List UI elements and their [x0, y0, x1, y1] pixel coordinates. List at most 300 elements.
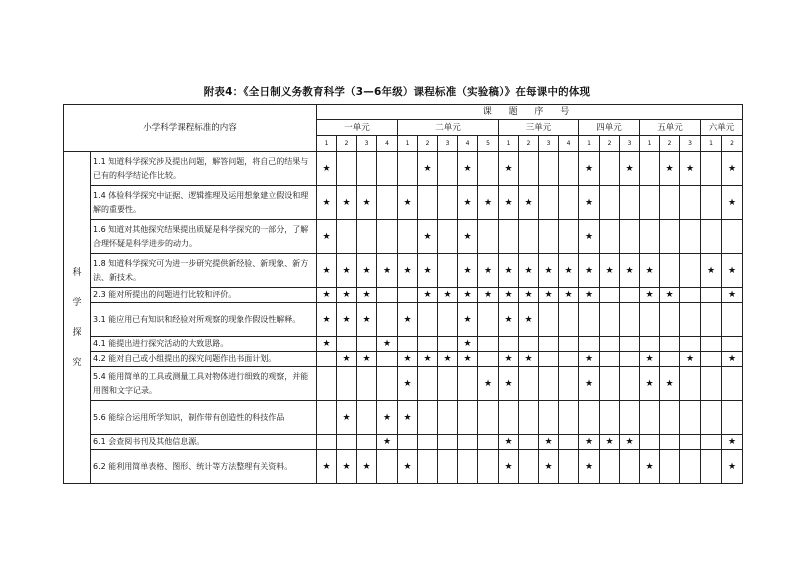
star-mark: ★ — [539, 435, 559, 450]
empty-cell — [438, 401, 458, 435]
empty-cell — [478, 401, 499, 435]
star-mark: ★ — [357, 288, 377, 303]
star-mark: ★ — [337, 254, 357, 288]
empty-cell — [418, 450, 438, 484]
lesson-number: 2 — [519, 136, 539, 152]
lesson-number: 4 — [377, 136, 398, 152]
star-mark: ★ — [317, 288, 337, 303]
empty-cell — [722, 367, 743, 401]
lesson-number: 1 — [499, 136, 519, 152]
lesson-number: 3 — [438, 136, 458, 152]
empty-cell — [357, 337, 377, 352]
empty-cell — [680, 450, 701, 484]
empty-cell — [620, 352, 640, 367]
star-mark: ★ — [357, 352, 377, 367]
star-mark: ★ — [579, 186, 600, 220]
star-mark: ★ — [357, 450, 377, 484]
empty-cell — [680, 220, 701, 254]
empty-cell — [620, 288, 640, 303]
empty-cell — [438, 337, 458, 352]
empty-cell — [640, 220, 660, 254]
star-mark: ★ — [337, 450, 357, 484]
star-mark: ★ — [519, 254, 539, 288]
empty-cell — [539, 220, 559, 254]
empty-cell — [660, 401, 680, 435]
empty-cell — [701, 288, 722, 303]
lesson-number: 2 — [418, 136, 438, 152]
empty-cell — [701, 303, 722, 337]
empty-cell — [620, 450, 640, 484]
star-mark: ★ — [357, 303, 377, 337]
empty-cell — [620, 220, 640, 254]
lesson-number: 2 — [660, 136, 680, 152]
curriculum-table — [63, 104, 743, 484]
star-mark: ★ — [478, 186, 499, 220]
empty-cell — [458, 367, 478, 401]
empty-cell — [620, 337, 640, 352]
star-mark: ★ — [680, 152, 701, 186]
standard-content: 6.2 能利用简单表格、图形、统计等方法整理有关资料。 — [91, 450, 317, 484]
empty-cell — [600, 337, 620, 352]
star-mark: ★ — [600, 254, 620, 288]
star-mark: ★ — [398, 450, 418, 484]
star-mark: ★ — [660, 367, 680, 401]
star-mark: ★ — [458, 337, 478, 352]
table-row — [64, 337, 743, 352]
empty-cell — [600, 288, 620, 303]
empty-cell — [357, 367, 377, 401]
star-mark: ★ — [398, 186, 418, 220]
star-mark: ★ — [499, 186, 519, 220]
unit-header: 三单元 — [499, 120, 579, 136]
empty-cell — [600, 367, 620, 401]
empty-cell — [337, 435, 357, 450]
star-mark: ★ — [418, 352, 438, 367]
empty-cell — [519, 337, 539, 352]
star-mark: ★ — [478, 367, 499, 401]
empty-cell — [398, 220, 418, 254]
content-header: 小学科学课程标准的内容 — [64, 105, 317, 152]
empty-cell — [317, 401, 337, 435]
empty-cell — [579, 303, 600, 337]
empty-cell — [600, 220, 620, 254]
star-mark: ★ — [539, 254, 559, 288]
star-mark: ★ — [579, 254, 600, 288]
empty-cell — [559, 352, 579, 367]
empty-cell — [559, 220, 579, 254]
table-row — [64, 303, 743, 337]
empty-cell — [478, 450, 499, 484]
empty-cell — [660, 352, 680, 367]
empty-cell — [377, 152, 398, 186]
lesson-number: 1 — [579, 136, 600, 152]
star-mark: ★ — [640, 367, 660, 401]
standard-content: 6.1 会查阅书刊及其他信息源。 — [91, 435, 317, 450]
lesson-number: 2 — [722, 136, 743, 152]
empty-cell — [377, 288, 398, 303]
lesson-number: 2 — [600, 136, 620, 152]
star-mark: ★ — [620, 152, 640, 186]
empty-cell — [701, 352, 722, 367]
star-mark: ★ — [579, 152, 600, 186]
empty-cell — [458, 401, 478, 435]
star-mark: ★ — [478, 254, 499, 288]
empty-cell — [701, 186, 722, 220]
empty-cell — [438, 367, 458, 401]
star-mark: ★ — [418, 152, 438, 186]
empty-cell — [680, 288, 701, 303]
table-row — [64, 401, 743, 435]
empty-cell — [519, 220, 539, 254]
star-mark: ★ — [640, 352, 660, 367]
empty-cell — [438, 254, 458, 288]
empty-cell — [499, 337, 519, 352]
star-mark: ★ — [499, 254, 519, 288]
empty-cell — [620, 186, 640, 220]
empty-cell — [701, 367, 722, 401]
star-mark: ★ — [499, 352, 519, 367]
empty-cell — [499, 401, 519, 435]
empty-cell — [377, 352, 398, 367]
empty-cell — [600, 352, 620, 367]
empty-cell — [418, 186, 438, 220]
table-row — [64, 220, 743, 254]
empty-cell — [640, 152, 660, 186]
empty-cell — [680, 367, 701, 401]
star-mark: ★ — [458, 254, 478, 288]
empty-cell — [398, 152, 418, 186]
star-mark: ★ — [519, 288, 539, 303]
empty-cell — [640, 337, 660, 352]
empty-cell — [317, 435, 337, 450]
empty-cell — [722, 337, 743, 352]
star-mark: ★ — [722, 288, 743, 303]
star-mark: ★ — [680, 352, 701, 367]
empty-cell — [640, 435, 660, 450]
empty-cell — [519, 450, 539, 484]
empty-cell — [579, 401, 600, 435]
empty-cell — [539, 186, 559, 220]
empty-cell — [559, 367, 579, 401]
empty-cell — [680, 303, 701, 337]
star-mark: ★ — [478, 288, 499, 303]
empty-cell — [701, 450, 722, 484]
section-label-char: 探 — [72, 327, 82, 338]
star-mark: ★ — [398, 401, 418, 435]
empty-cell — [539, 401, 559, 435]
empty-cell — [660, 303, 680, 337]
empty-cell — [438, 435, 458, 450]
section-label-char: 究 — [72, 357, 82, 368]
empty-cell — [539, 303, 559, 337]
standard-content: 2.3 能对所提出的问题进行比较和评价。 — [91, 288, 317, 303]
empty-cell — [701, 220, 722, 254]
section-label — [64, 152, 91, 484]
star-mark: ★ — [499, 450, 519, 484]
empty-cell — [660, 186, 680, 220]
empty-cell — [337, 152, 357, 186]
empty-cell — [722, 401, 743, 435]
unit-header: 二单元 — [398, 120, 499, 136]
star-mark: ★ — [640, 450, 660, 484]
star-mark: ★ — [579, 367, 600, 401]
star-mark: ★ — [317, 220, 337, 254]
empty-cell — [478, 337, 499, 352]
star-mark: ★ — [458, 303, 478, 337]
star-mark: ★ — [579, 288, 600, 303]
empty-cell — [680, 254, 701, 288]
star-mark: ★ — [499, 435, 519, 450]
star-mark: ★ — [438, 288, 458, 303]
section-label-char: 学 — [72, 297, 82, 308]
unit-header: 四单元 — [579, 120, 640, 136]
star-mark: ★ — [317, 450, 337, 484]
empty-cell — [660, 254, 680, 288]
empty-cell — [640, 303, 660, 337]
empty-cell — [579, 337, 600, 352]
star-mark: ★ — [660, 288, 680, 303]
empty-cell — [377, 186, 398, 220]
star-mark: ★ — [458, 352, 478, 367]
empty-cell — [317, 352, 337, 367]
unit-header: 一单元 — [317, 120, 398, 136]
empty-cell — [438, 303, 458, 337]
empty-cell — [438, 186, 458, 220]
standard-content: 1.1 知道科学探究涉及提出问题，解答问题，将自己的结果与已有的科学结论作比较。 — [91, 152, 317, 186]
empty-cell — [458, 450, 478, 484]
star-mark: ★ — [701, 254, 722, 288]
star-mark: ★ — [418, 254, 438, 288]
empty-cell — [478, 220, 499, 254]
empty-cell — [701, 337, 722, 352]
empty-cell — [600, 450, 620, 484]
star-mark: ★ — [519, 352, 539, 367]
table-row — [64, 352, 743, 367]
standard-content: 5.4 能用简单的工具或测量工具对物体进行细致的观察，并能用图和文字记录。 — [91, 367, 317, 401]
empty-cell — [600, 186, 620, 220]
star-mark: ★ — [398, 367, 418, 401]
star-mark: ★ — [377, 401, 398, 435]
star-mark: ★ — [620, 435, 640, 450]
empty-cell — [519, 367, 539, 401]
star-mark: ★ — [499, 303, 519, 337]
empty-cell — [680, 337, 701, 352]
table-row — [64, 254, 743, 288]
empty-cell — [559, 152, 579, 186]
empty-cell — [418, 337, 438, 352]
star-mark: ★ — [357, 186, 377, 220]
star-mark: ★ — [559, 288, 579, 303]
page-title: 附表4：《全日制义务教育科学（3—6年级）课程标准（实验稿）》在每课中的体现 — [203, 86, 591, 98]
star-mark: ★ — [579, 220, 600, 254]
empty-cell — [317, 367, 337, 401]
empty-cell — [438, 152, 458, 186]
empty-cell — [620, 401, 640, 435]
star-mark: ★ — [337, 352, 357, 367]
empty-cell — [640, 186, 660, 220]
empty-cell — [620, 303, 640, 337]
lesson-number-header: 课 题 序 号 — [317, 105, 743, 120]
empty-cell — [559, 186, 579, 220]
star-mark: ★ — [398, 303, 418, 337]
star-mark: ★ — [317, 303, 337, 337]
star-mark: ★ — [559, 254, 579, 288]
empty-cell — [559, 401, 579, 435]
star-mark: ★ — [458, 152, 478, 186]
lesson-number: 5 — [478, 136, 499, 152]
empty-cell — [377, 303, 398, 337]
standard-content: 4.2 能对自己或小组提出的探究问题作出书面计划。 — [91, 352, 317, 367]
empty-cell — [357, 220, 377, 254]
empty-cell — [398, 435, 418, 450]
empty-cell — [418, 435, 438, 450]
empty-cell — [337, 367, 357, 401]
empty-cell — [478, 435, 499, 450]
table-row — [64, 367, 743, 401]
lesson-number: 2 — [337, 136, 357, 152]
star-mark: ★ — [458, 220, 478, 254]
empty-cell — [539, 367, 559, 401]
star-mark: ★ — [539, 450, 559, 484]
empty-cell — [539, 337, 559, 352]
lesson-number: 1 — [317, 136, 337, 152]
empty-cell — [377, 220, 398, 254]
star-mark: ★ — [337, 186, 357, 220]
empty-cell — [660, 450, 680, 484]
empty-cell — [337, 337, 357, 352]
star-mark: ★ — [579, 435, 600, 450]
empty-cell — [701, 435, 722, 450]
table-row — [64, 435, 743, 450]
star-mark: ★ — [519, 186, 539, 220]
table-row — [64, 152, 743, 186]
empty-cell — [337, 220, 357, 254]
star-mark: ★ — [317, 186, 337, 220]
star-mark: ★ — [722, 450, 743, 484]
empty-cell — [600, 303, 620, 337]
empty-cell — [701, 401, 722, 435]
star-mark: ★ — [640, 288, 660, 303]
empty-cell — [499, 220, 519, 254]
empty-cell — [539, 152, 559, 186]
lesson-number: 1 — [398, 136, 418, 152]
standard-content: 1.8 知道科学探究可为进一步研究提供新经验、新现象、新方法、新技术。 — [91, 254, 317, 288]
star-mark: ★ — [377, 337, 398, 352]
standard-content: 5.6 能综合运用所学知识，制作带有创造性的科技作品 — [91, 401, 317, 435]
lesson-number: 4 — [559, 136, 579, 152]
empty-cell — [438, 220, 458, 254]
empty-cell — [680, 401, 701, 435]
empty-cell — [680, 435, 701, 450]
empty-cell — [418, 367, 438, 401]
table-row — [64, 288, 743, 303]
star-mark: ★ — [660, 152, 680, 186]
empty-cell — [600, 152, 620, 186]
star-mark: ★ — [317, 152, 337, 186]
star-mark: ★ — [337, 401, 357, 435]
empty-cell — [519, 401, 539, 435]
empty-cell — [539, 352, 559, 367]
lesson-number: 3 — [539, 136, 559, 152]
star-mark: ★ — [519, 303, 539, 337]
star-mark: ★ — [722, 186, 743, 220]
star-mark: ★ — [499, 367, 519, 401]
empty-cell — [438, 450, 458, 484]
star-mark: ★ — [438, 352, 458, 367]
star-mark: ★ — [418, 220, 438, 254]
star-mark: ★ — [600, 435, 620, 450]
unit-header: 六单元 — [701, 120, 743, 136]
empty-cell — [398, 337, 418, 352]
standard-content: 3.1 能应用已有知识和经验对所观察的现象作假设性解释。 — [91, 303, 317, 337]
standard-content: 4.1 能提出进行探究活动的大致思路。 — [91, 337, 317, 352]
standard-content: 1.4 体验科学探究中证据、逻辑推理及运用想象建立假设和理解的重要性。 — [91, 186, 317, 220]
star-mark: ★ — [722, 254, 743, 288]
empty-cell — [398, 288, 418, 303]
star-mark: ★ — [499, 288, 519, 303]
empty-cell — [357, 152, 377, 186]
empty-cell — [478, 352, 499, 367]
star-mark: ★ — [337, 303, 357, 337]
empty-cell — [701, 152, 722, 186]
star-mark: ★ — [337, 288, 357, 303]
empty-cell — [620, 367, 640, 401]
empty-cell — [519, 435, 539, 450]
star-mark: ★ — [398, 352, 418, 367]
star-mark: ★ — [539, 288, 559, 303]
star-mark: ★ — [377, 435, 398, 450]
lesson-number: 3 — [357, 136, 377, 152]
star-mark: ★ — [458, 288, 478, 303]
empty-cell — [559, 450, 579, 484]
empty-cell — [418, 303, 438, 337]
standard-content: 1.6 知道对其他探究结果提出质疑是科学探究的一部分，了解合理怀疑是科学进步的动力。 — [91, 220, 317, 254]
empty-cell — [559, 303, 579, 337]
empty-cell — [519, 152, 539, 186]
star-mark: ★ — [377, 254, 398, 288]
empty-cell — [680, 186, 701, 220]
empty-cell — [559, 337, 579, 352]
star-mark: ★ — [722, 435, 743, 450]
empty-cell — [478, 152, 499, 186]
star-mark: ★ — [640, 254, 660, 288]
lesson-number: 3 — [680, 136, 701, 152]
star-mark: ★ — [458, 186, 478, 220]
star-mark: ★ — [579, 352, 600, 367]
lesson-number: 1 — [701, 136, 722, 152]
header-row-1 — [64, 105, 743, 120]
star-mark: ★ — [722, 352, 743, 367]
empty-cell — [559, 435, 579, 450]
empty-cell — [357, 435, 377, 450]
empty-cell — [418, 401, 438, 435]
empty-cell — [722, 303, 743, 337]
lesson-number: 3 — [620, 136, 640, 152]
star-mark: ★ — [357, 254, 377, 288]
star-mark: ★ — [579, 450, 600, 484]
empty-cell — [357, 401, 377, 435]
empty-cell — [660, 337, 680, 352]
empty-cell — [377, 367, 398, 401]
empty-cell — [458, 435, 478, 450]
empty-cell — [600, 401, 620, 435]
star-mark: ★ — [620, 254, 640, 288]
empty-cell — [377, 450, 398, 484]
unit-header: 五单元 — [640, 120, 701, 136]
star-mark: ★ — [499, 152, 519, 186]
table-row — [64, 186, 743, 220]
lesson-number: 1 — [640, 136, 660, 152]
